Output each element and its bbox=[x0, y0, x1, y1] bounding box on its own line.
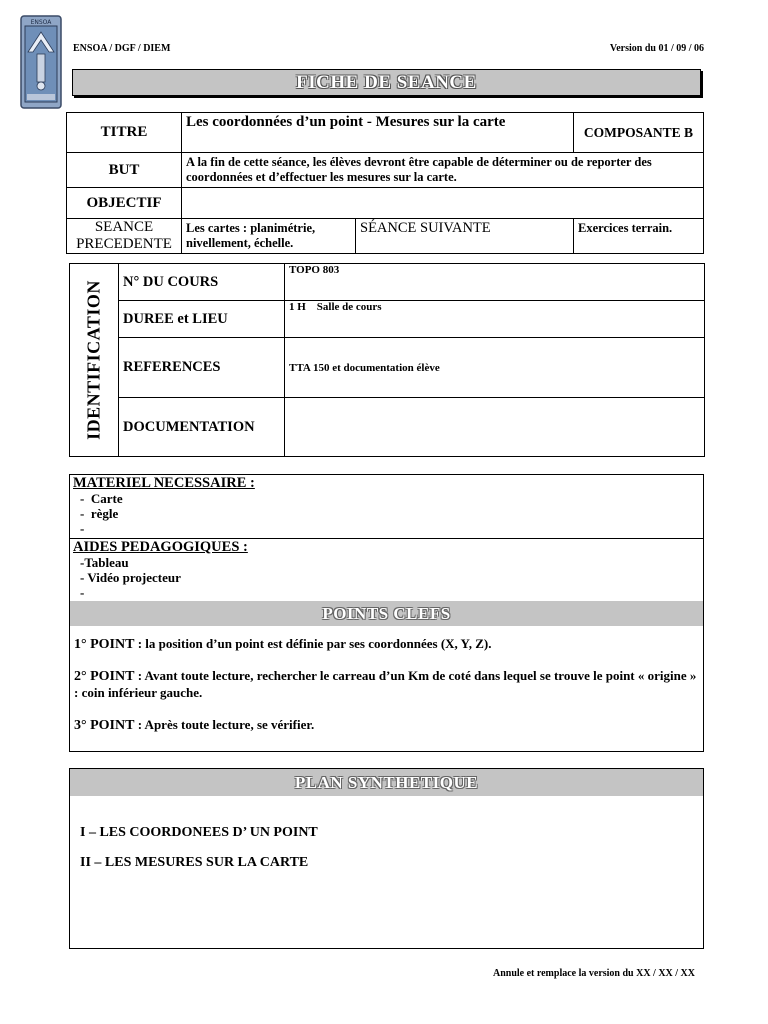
materiel-points-box bbox=[69, 474, 704, 752]
identification-vertical-label: IDENTIFICATION bbox=[83, 280, 104, 440]
but-value: A la fin de cette séance, les élèves devront être capable de déterminer ou de reporter des coordonnées et d’effectuer les mesures sur la carte. bbox=[182, 153, 704, 188]
points-list bbox=[70, 626, 703, 734]
references-value: TTA 150 et documentation élève bbox=[285, 338, 705, 398]
point-1: 1° POINT : la position d’un point est définie par ses coordonnées (X, Y, Z). bbox=[74, 636, 492, 652]
seance-precedente-label: SEANCE PRECEDENTE bbox=[67, 219, 182, 254]
point-2: 2° POINT : Avant toute lecture, rechercher le carreau d’un Km de coté dans lequel se trouve le point « origine » : coin inférieur gauche. bbox=[74, 668, 697, 700]
documentation-label: DOCUMENTATION bbox=[119, 398, 285, 457]
banner-title: FICHE DE SEANCE bbox=[296, 71, 477, 93]
materiel-item: - règle bbox=[80, 506, 119, 521]
documentation-value bbox=[285, 398, 705, 457]
cours-label: N° DU COURS bbox=[119, 264, 285, 301]
duree-label: DUREE et LIEU bbox=[119, 301, 285, 338]
seance-precedente-value: Les cartes : planimétrie, nivellement, échelle. bbox=[182, 219, 356, 254]
session-info-table bbox=[66, 112, 704, 254]
materiel-item: - bbox=[80, 521, 85, 536]
title-banner bbox=[72, 69, 701, 96]
points-clefs-title: POINTS CLEFS bbox=[70, 601, 703, 626]
titre-label: TITRE bbox=[67, 113, 182, 153]
svg-text:ENSOA: ENSOA bbox=[30, 19, 52, 26]
aides-item: - Vidéo projecteur bbox=[80, 570, 181, 585]
materiel-title: MATERIEL NECESSAIRE : bbox=[73, 475, 255, 491]
identification-table bbox=[69, 263, 705, 457]
composante-label: COMPOSANTE B bbox=[574, 113, 704, 153]
header-organization: ENSOA / DGF / DIEM bbox=[73, 43, 171, 54]
point-3: 3° POINT : Après toute lecture, se vérifier. bbox=[74, 717, 315, 733]
aides-item: - bbox=[80, 585, 85, 600]
aides-title: AIDES PEDAGOGIQUES : bbox=[73, 539, 248, 555]
plan-synthetique-box bbox=[69, 768, 704, 949]
seance-suivante-label: SÉANCE SUIVANTE bbox=[356, 219, 574, 254]
cours-value: TOPO 803 bbox=[285, 264, 705, 301]
footer-note: Annule et remplace la version du XX / XX / XX bbox=[492, 968, 695, 979]
ensoa-logo bbox=[19, 14, 63, 110]
identification-cell bbox=[70, 264, 119, 457]
objectif-value bbox=[182, 188, 704, 219]
materiel-item: - Carte bbox=[80, 491, 123, 506]
header-version: Version du 01 / 09 / 06 bbox=[609, 43, 704, 54]
plan-title: PLAN SYNTHETIQUE bbox=[70, 769, 703, 796]
but-label: BUT bbox=[67, 153, 182, 188]
materiel-section bbox=[70, 475, 703, 538]
duree-value: 1 H Salle de cours bbox=[285, 301, 705, 338]
aides-item: -Tableau bbox=[80, 555, 129, 570]
objectif-label: OBJECTIF bbox=[67, 188, 182, 219]
references-label: REFERENCES bbox=[119, 338, 285, 398]
plan-item: II – LES MESURES SUR LA CARTE bbox=[80, 855, 309, 870]
aides-section bbox=[70, 538, 703, 601]
titre-value: Les coordonnées d’un point - Mesures sur la carte bbox=[182, 113, 574, 153]
plan-item: I – LES COORDONEES D’ UN POINT bbox=[80, 825, 318, 840]
seance-suivante-value: Exercices terrain. bbox=[574, 219, 704, 254]
